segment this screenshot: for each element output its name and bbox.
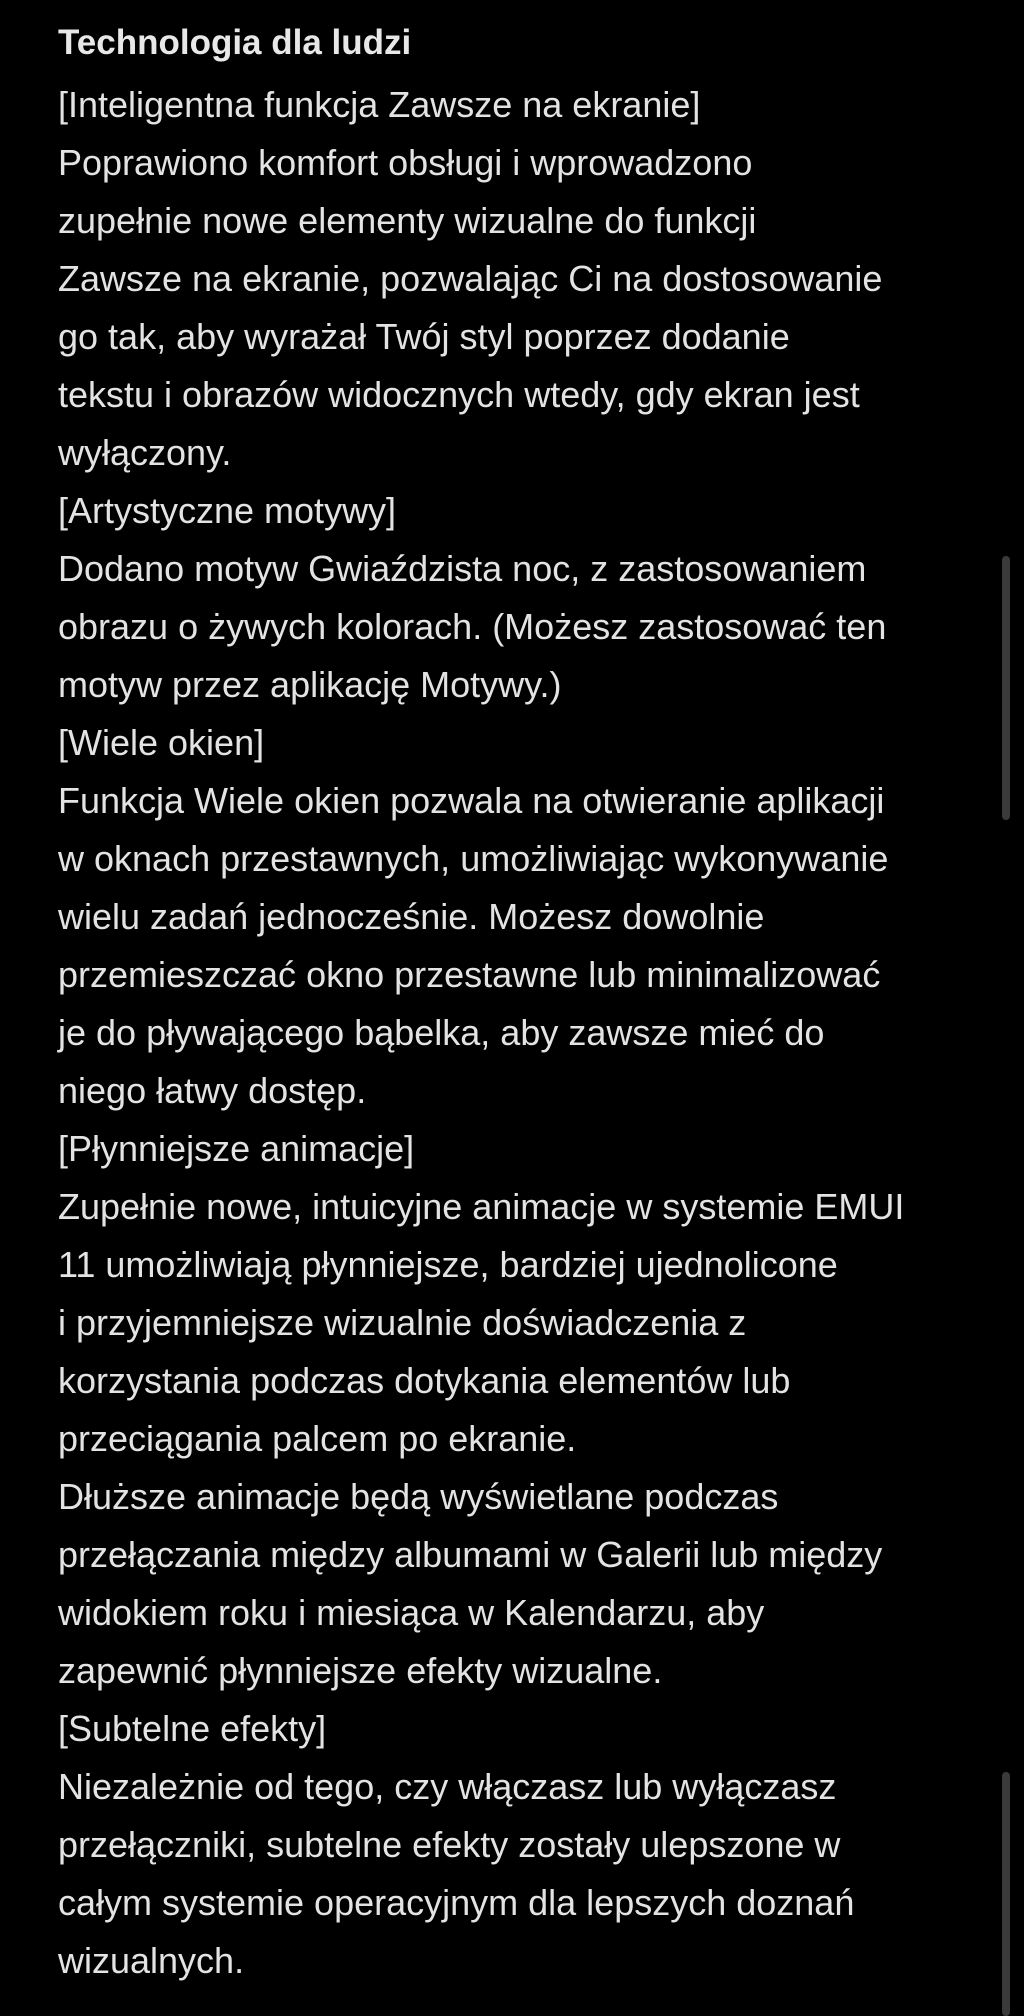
body-line: Zawsze na ekranie, pozwalając Ci na dostosowanie [58, 258, 883, 299]
body-line: wielu zadań jednocześnie. Możesz dowolnie [58, 896, 765, 937]
section-title: Technologia dla ludzi [58, 23, 412, 62]
body-line: przeciągania palcem po ekranie. [58, 1418, 577, 1459]
release-notes-content [58, 14, 988, 1990]
body-line: widokiem roku i miesiąca w Kalendarzu, aby [58, 1592, 765, 1633]
body-line: zupełnie nowe elementy wizualne do funkcji [58, 200, 757, 241]
body-line: Niezależnie od tego, czy włączasz lub wyłączasz [58, 1766, 837, 1807]
body-line: go tak, aby wyrażał Twój styl poprzez dodanie [58, 316, 790, 357]
body-line: niego łatwy dostęp. [58, 1070, 367, 1111]
body-line: zapewnić płynniejsze efekty wizualne. [58, 1650, 663, 1691]
body-line: Funkcja Wiele okien pozwala na otwieranie aplikacji [58, 780, 885, 821]
body-line: obrazu o żywych kolorach. (Możesz zastosować ten [58, 606, 887, 647]
body-line: przemieszczać okno przestawne lub minimalizować [58, 954, 881, 995]
subheading-multi-window: [Wiele okien] [58, 722, 265, 763]
body-line: przełączniki, subtelne efekty zostały ulepszone w [58, 1824, 841, 1865]
scrollbar-thumb[interactable] [1002, 556, 1010, 820]
body-line: 11 umożliwiają płynniejsze, bardziej ujednolicone [58, 1244, 838, 1285]
release-notes-body [58, 76, 988, 1990]
body-line: Dodano motyw Gwiaździsta noc, z zastosowaniem [58, 548, 867, 589]
subheading-always-on-display: [Inteligentna funkcja Zawsze na ekranie] [58, 84, 701, 125]
body-line: przełączania między albumami w Galerii lub między [58, 1534, 883, 1575]
body-line: całym systemie operacyjnym dla lepszych doznań [58, 1882, 855, 1923]
body-line: Zupełnie nowe, intuicyjne animacje w systemie EMUI [58, 1186, 905, 1227]
body-line: i przyjemniejsze wizualnie doświadczenia z [58, 1302, 747, 1343]
subheading-subtle-effects: [Subtelne efekty] [58, 1708, 327, 1749]
subheading-smoother-animations: [Płynniejsze animacje] [58, 1128, 415, 1169]
body-line: korzystania podczas dotykania elementów lub [58, 1360, 791, 1401]
body-line: Dłuższe animacje będą wyświetlane podczas [58, 1476, 779, 1517]
body-line: Poprawiono komfort obsługi i wprowadzono [58, 142, 753, 183]
body-line: wizualnych. [58, 1940, 245, 1981]
body-line: je do pływającego bąbelka, aby zawsze mieć do [58, 1012, 825, 1053]
body-line: tekstu i obrazów widocznych wtedy, gdy ekran jest [58, 374, 860, 415]
subheading-artistic-themes: [Artystyczne motywy] [58, 490, 397, 531]
body-line: w oknach przestawnych, umożliwiając wykonywanie [58, 838, 889, 879]
body-line: motyw przez aplikację Motywy.) [58, 664, 562, 705]
scrollbar-thumb-secondary[interactable] [1002, 1772, 1010, 2016]
body-line: wyłączony. [58, 432, 232, 473]
